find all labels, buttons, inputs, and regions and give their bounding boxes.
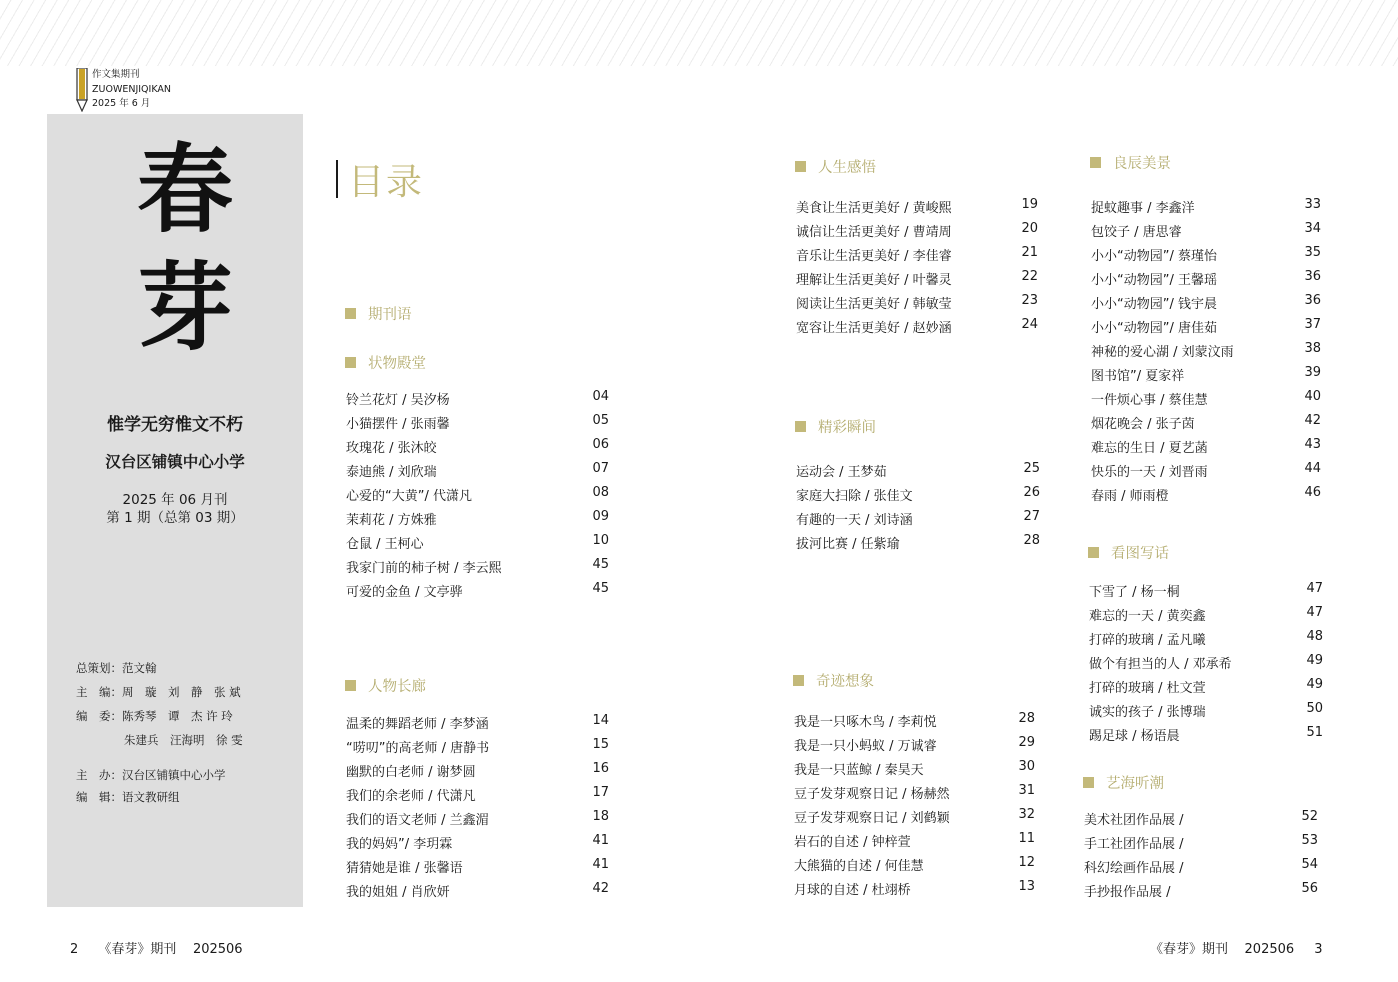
toc-entry[interactable]	[796, 533, 1040, 551]
entry-title: 我的姐姐 / 肖欣妍	[346, 885, 450, 900]
pencil-icon	[76, 68, 88, 112]
toc-entry[interactable]	[796, 293, 1038, 311]
entry-title: 神秘的爱心湖 / 刘蒙汶雨	[1091, 345, 1234, 360]
entry-title: 诚实的孩子 / 张博瑞	[1089, 705, 1206, 720]
section-heading	[1088, 542, 1169, 563]
entry-title: 烟花晚会 / 张子茵	[1091, 417, 1195, 432]
entry-page-number: 32	[1018, 807, 1035, 822]
toc-entry[interactable]	[1084, 881, 1318, 899]
entry-title: 包饺子 / 唐思睿	[1091, 225, 1182, 240]
toc-entry[interactable]	[1084, 809, 1318, 827]
school-name: 汉台区铺镇中心小学	[105, 453, 245, 471]
toc-title-text: 目录	[348, 161, 425, 203]
entry-title: 美食让生活更美好 / 黄峻熙	[796, 201, 952, 216]
section-title: 人物长廊	[368, 679, 426, 695]
toc-entry[interactable]	[796, 197, 1038, 215]
square-bullet-icon	[345, 308, 356, 319]
issue-date: 2025 年 06 月刊	[122, 492, 228, 508]
section-title: 良辰美景	[1113, 156, 1171, 172]
entry-title: 下雪了 / 杨一桐	[1089, 585, 1180, 600]
entry-page-number: 28	[1023, 533, 1040, 548]
entry-title: 科幻绘画作品展 /	[1084, 861, 1184, 876]
entry-title: 玫瑰花 / 张沐皎	[346, 441, 437, 456]
section-title: 艺海听潮	[1106, 776, 1164, 792]
toc-entry[interactable]	[1084, 833, 1318, 851]
entry-title: 难忘的生日 / 夏艺菡	[1091, 441, 1208, 456]
toc-entry[interactable]	[1089, 701, 1323, 719]
staff-committee: 编 委：陈秀琴 谭 杰 许 玲	[76, 709, 233, 723]
entry-title: 我们的语文老师 / 兰鑫湄	[346, 813, 489, 828]
entry-page-number: 16	[592, 761, 609, 776]
toc-entry[interactable]	[796, 461, 1040, 479]
toc-entry[interactable]	[1091, 269, 1321, 287]
toc-entry[interactable]	[1089, 629, 1323, 647]
footer-right	[1150, 938, 1323, 957]
toc-entry[interactable]	[1089, 653, 1323, 671]
entry-page-number: 37	[1304, 317, 1321, 332]
toc-entry[interactable]	[346, 557, 609, 575]
entry-title: 岩石的自述 / 钟梓萱	[794, 835, 911, 850]
entry-title: 一件烦心事 / 蔡佳慧	[1091, 393, 1208, 408]
entry-page-number: 18	[592, 809, 609, 824]
entry-page-number: 52	[1301, 809, 1318, 824]
calligraphy-title-1: 春	[137, 133, 233, 246]
entry-page-number: 38	[1304, 341, 1321, 356]
entry-title: 手抄报作品展 /	[1084, 885, 1171, 900]
entry-title: 大熊猫的自述 / 何佳慧	[794, 859, 924, 874]
footer-left	[70, 938, 243, 957]
entry-title: 心爱的“大黄”/ 代潇凡	[346, 489, 472, 504]
section-title: 奇迹想象	[816, 674, 874, 690]
toc-entry[interactable]	[794, 783, 1035, 801]
toc-entry[interactable]	[1091, 389, 1321, 407]
section-title: 看图写话	[1111, 546, 1169, 562]
entry-page-number: 41	[592, 857, 609, 872]
entry-title: 茉莉花 / 方姝雅	[346, 513, 437, 528]
section-heading	[795, 156, 876, 177]
entry-page-number: 42	[592, 881, 609, 896]
entry-title: 捉蚊趣事 / 李鑫洋	[1091, 201, 1195, 216]
staff-committee-2: 朱建兵 汪海明 徐 雯	[124, 733, 243, 747]
entry-page-number: 56	[1301, 881, 1318, 896]
entry-page-number: 12	[1018, 855, 1035, 870]
square-bullet-icon	[1090, 157, 1101, 168]
entry-page-number: 10	[592, 533, 609, 548]
entry-page-number: 25	[1023, 461, 1040, 476]
entry-page-number: 50	[1306, 701, 1323, 716]
entry-page-number: 15	[592, 737, 609, 752]
issue-number: 第 1 期（总第 03 期）	[106, 510, 244, 526]
entry-title: 打碎的玻璃 / 孟凡曦	[1089, 633, 1206, 648]
entry-page-number: 27	[1023, 509, 1040, 524]
entry-title: 我是一只蓝鲸 / 秦昊天	[794, 763, 924, 778]
entry-page-number: 39	[1304, 365, 1321, 380]
entry-title: 打碎的玻璃 / 杜文萱	[1089, 681, 1206, 696]
header-line-3: 2025 年 6 月	[92, 98, 151, 109]
toc-entry[interactable]	[1091, 461, 1321, 479]
entry-title: 做个有担当的人 / 邓承希	[1089, 657, 1232, 672]
entry-title: 豆子发芽观察日记 / 杨赫然	[794, 787, 950, 802]
entry-page-number: 26	[1023, 485, 1040, 500]
entry-title: 豆子发芽观察日记 / 刘鹤颖	[794, 811, 950, 826]
entry-title: 铃兰花灯 / 吴汐杨	[346, 393, 450, 408]
toc-entry[interactable]	[794, 879, 1035, 897]
toc-entry[interactable]	[1091, 245, 1321, 263]
toc-entry[interactable]	[346, 485, 609, 503]
toc-entry[interactable]	[1091, 221, 1321, 239]
toc-entry[interactable]	[796, 245, 1038, 263]
toc-entry[interactable]	[794, 807, 1035, 825]
entry-page-number: 48	[1306, 629, 1323, 644]
entry-title: 仓鼠 / 王柯心	[346, 537, 424, 552]
entry-title: 可爱的金鱼 / 文亭骅	[346, 585, 463, 600]
section-heading	[345, 303, 412, 324]
toc-entry[interactable]	[346, 437, 609, 455]
section-heading	[1090, 152, 1171, 173]
entry-page-number: 11	[1018, 831, 1035, 846]
entry-title: 运动会 / 王梦茹	[796, 465, 887, 480]
entry-page-number: 41	[592, 833, 609, 848]
toc-entry[interactable]	[346, 509, 609, 527]
entry-page-number: 49	[1306, 677, 1323, 692]
toc-entry[interactable]	[346, 785, 609, 803]
motto: 惟学无穷惟文不朽	[107, 415, 243, 435]
toc-entry[interactable]	[796, 485, 1040, 503]
entry-title: 理解让生活更美好 / 叶馨灵	[796, 273, 952, 288]
entry-page-number: 21	[1021, 245, 1038, 260]
entry-page-number: 07	[592, 461, 609, 476]
entry-page-number: 30	[1018, 759, 1035, 774]
entry-page-number: 45	[592, 557, 609, 572]
toc-entry[interactable]	[1084, 857, 1318, 875]
entry-title: 家庭大扫除 / 张佳文	[796, 489, 913, 504]
toc-entry[interactable]	[794, 711, 1035, 729]
toc-entry[interactable]	[1091, 365, 1321, 383]
section-heading	[793, 670, 874, 691]
entry-title: 小小“动物园”/ 蔡瑾怡	[1091, 249, 1217, 264]
entry-title: 难忘的一天 / 黄奕鑫	[1089, 609, 1206, 624]
toc-entry[interactable]	[1091, 413, 1321, 431]
toc-entry[interactable]	[346, 389, 609, 407]
toc-entry[interactable]	[796, 509, 1040, 527]
entry-page-number: 43	[1304, 437, 1321, 452]
section-heading	[1083, 772, 1164, 793]
entry-page-number: 49	[1306, 653, 1323, 668]
toc-entry[interactable]	[346, 713, 609, 731]
entry-page-number: 14	[592, 713, 609, 728]
staff-host: 主 办：汉台区铺镇中心小学	[76, 768, 226, 782]
entry-page-number: 31	[1018, 783, 1035, 798]
entry-page-number: 35	[1304, 245, 1321, 260]
toc-entry[interactable]	[794, 759, 1035, 777]
entry-page-number: 46	[1304, 485, 1321, 500]
square-bullet-icon	[1088, 547, 1099, 558]
entry-title: 春雨 / 师雨橙	[1091, 489, 1169, 504]
section-heading	[345, 675, 426, 696]
toc-entry[interactable]	[1089, 677, 1323, 695]
staff-editing: 编 辑：语文教研组	[76, 790, 180, 804]
footer-left-text: 《春芽》期刊 202506	[98, 942, 243, 957]
square-bullet-icon	[793, 675, 804, 686]
toc-entry[interactable]	[346, 761, 609, 779]
entry-title: 音乐让生活更美好 / 李佳睿	[796, 249, 952, 264]
entry-page-number: 42	[1304, 413, 1321, 428]
entry-title: 我们的余老师 / 代潇凡	[346, 789, 476, 804]
entry-title: 泰迪熊 / 刘欣瑞	[346, 465, 437, 480]
entry-title: 小小“动物园”/ 唐佳茹	[1091, 321, 1217, 336]
entry-title: 我的妈妈”/ 李玥霖	[346, 837, 453, 852]
entry-page-number: 47	[1306, 581, 1323, 596]
entry-title: 小小“动物园”/ 王馨瑶	[1091, 273, 1217, 288]
toc-entry[interactable]	[1091, 341, 1321, 359]
staff-editors: 主 编：周 璇 刘 静 张 斌	[76, 685, 241, 699]
toc-entry[interactable]	[1089, 581, 1323, 599]
toc-entry[interactable]	[1089, 605, 1323, 623]
toc-entry[interactable]	[1089, 725, 1323, 743]
entry-page-number: 44	[1304, 461, 1321, 476]
entry-page-number: 34	[1304, 221, 1321, 236]
cover-sidebar	[47, 114, 303, 907]
square-bullet-icon	[795, 161, 806, 172]
entry-page-number: 24	[1021, 317, 1038, 332]
toc-entry[interactable]	[346, 413, 609, 431]
section-title: 精彩瞬间	[818, 420, 876, 436]
entry-page-number: 36	[1304, 269, 1321, 284]
toc-entry[interactable]	[346, 737, 609, 755]
entry-title: 拔河比赛 / 任紫瑜	[796, 537, 900, 552]
toc-entry[interactable]	[346, 809, 609, 827]
toc-entry[interactable]	[796, 221, 1038, 239]
toc-entry[interactable]	[794, 855, 1035, 873]
toc-entry[interactable]	[794, 831, 1035, 849]
section-title: 期刊语	[368, 307, 412, 323]
entry-title: 小猫摆件 / 张雨馨	[346, 417, 450, 432]
entry-title: 诚信让生活更美好 / 曹靖周	[796, 225, 952, 240]
entry-title: 踢足球 / 杨语晨	[1089, 729, 1180, 744]
toc-title	[336, 158, 425, 203]
square-bullet-icon	[345, 680, 356, 691]
entry-page-number: 13	[1018, 879, 1035, 894]
toc-entry[interactable]	[1091, 317, 1321, 335]
entry-page-number: 51	[1306, 725, 1323, 740]
toc-entry[interactable]	[1091, 485, 1321, 503]
issue-info	[47, 491, 303, 527]
entry-title: 美术社团作品展 /	[1084, 813, 1184, 828]
toc-entry[interactable]	[796, 269, 1038, 287]
entry-page-number: 19	[1021, 197, 1038, 212]
section-title: 人生感悟	[818, 160, 876, 176]
entry-title: “唠叨”的高老师 / 唐静书	[346, 741, 490, 756]
toc-entry[interactable]	[796, 317, 1038, 335]
toc-entry[interactable]	[794, 735, 1035, 753]
entry-title: 我是一只啄木鸟 / 李莉悦	[794, 715, 937, 730]
entry-page-number: 40	[1304, 389, 1321, 404]
toc-entry[interactable]	[1091, 293, 1321, 311]
entry-title: 小小“动物园”/ 钱宇晨	[1091, 297, 1217, 312]
square-bullet-icon	[1083, 777, 1094, 788]
entry-title: 快乐的一天 / 刘晋雨	[1091, 465, 1208, 480]
entry-page-number: 54	[1301, 857, 1318, 872]
entry-page-number: 17	[592, 785, 609, 800]
entry-title: 月球的自述 / 杜翊桥	[794, 883, 911, 898]
entry-title: 图书馆”/ 夏家祥	[1091, 369, 1185, 384]
header-line-1: 作文集期刊	[92, 69, 140, 80]
toc-entry[interactable]	[346, 533, 609, 551]
toc-entry[interactable]	[1091, 197, 1321, 215]
section-heading	[795, 416, 876, 437]
entry-page-number: 36	[1304, 293, 1321, 308]
entry-page-number: 05	[592, 413, 609, 428]
entry-title: 我是一只小蚂蚁 / 万诚睿	[794, 739, 937, 754]
decorative-stripes	[0, 0, 1398, 66]
entry-page-number: 47	[1306, 605, 1323, 620]
entry-page-number: 33	[1304, 197, 1321, 212]
entry-page-number: 45	[592, 581, 609, 596]
entry-page-number: 22	[1021, 269, 1038, 284]
toc-entry[interactable]	[346, 581, 609, 599]
title-divider	[336, 160, 338, 198]
toc-entry[interactable]	[346, 461, 609, 479]
section-heading	[345, 352, 426, 373]
toc-entry[interactable]	[346, 881, 609, 899]
entry-title: 阅读让生活更美好 / 韩敏莹	[796, 297, 952, 312]
entry-page-number: 06	[592, 437, 609, 452]
toc-entry[interactable]	[1091, 437, 1321, 455]
header-line-2: ZUOWENJIQIKAN	[92, 83, 171, 95]
entry-title: 我家门前的柿子树 / 李云熙	[346, 561, 502, 576]
toc-entry[interactable]	[346, 857, 609, 875]
entry-page-number: 23	[1021, 293, 1038, 308]
footer-right-text: 《春芽》期刊 202506	[1150, 942, 1295, 957]
entry-page-number: 28	[1018, 711, 1035, 726]
staff-planner: 总策划：范文翰	[76, 661, 157, 675]
entry-title: 手工社团作品展 /	[1084, 837, 1184, 852]
page-number-right: 3	[1314, 942, 1323, 957]
page-number-left: 2	[70, 942, 79, 957]
entry-page-number: 09	[592, 509, 609, 524]
entry-page-number: 29	[1018, 735, 1035, 750]
entry-page-number: 20	[1021, 221, 1038, 236]
entry-title: 温柔的舞蹈老师 / 李梦涵	[346, 717, 489, 732]
entry-page-number: 53	[1301, 833, 1318, 848]
entry-title: 宽容让生活更美好 / 赵妙涵	[796, 321, 952, 336]
entry-title: 有趣的一天 / 刘诗涵	[796, 513, 913, 528]
entry-page-number: 08	[592, 485, 609, 500]
section-title: 状物殿堂	[368, 356, 426, 372]
entry-title: 幽默的白老师 / 谢梦圆	[346, 765, 476, 780]
entry-page-number: 04	[592, 389, 609, 404]
calligraphy-title-2: 芽	[137, 251, 233, 364]
square-bullet-icon	[795, 421, 806, 432]
square-bullet-icon	[345, 357, 356, 368]
entry-title: 猜猜她是谁 / 张馨语	[346, 861, 463, 876]
toc-entry[interactable]	[346, 833, 609, 851]
